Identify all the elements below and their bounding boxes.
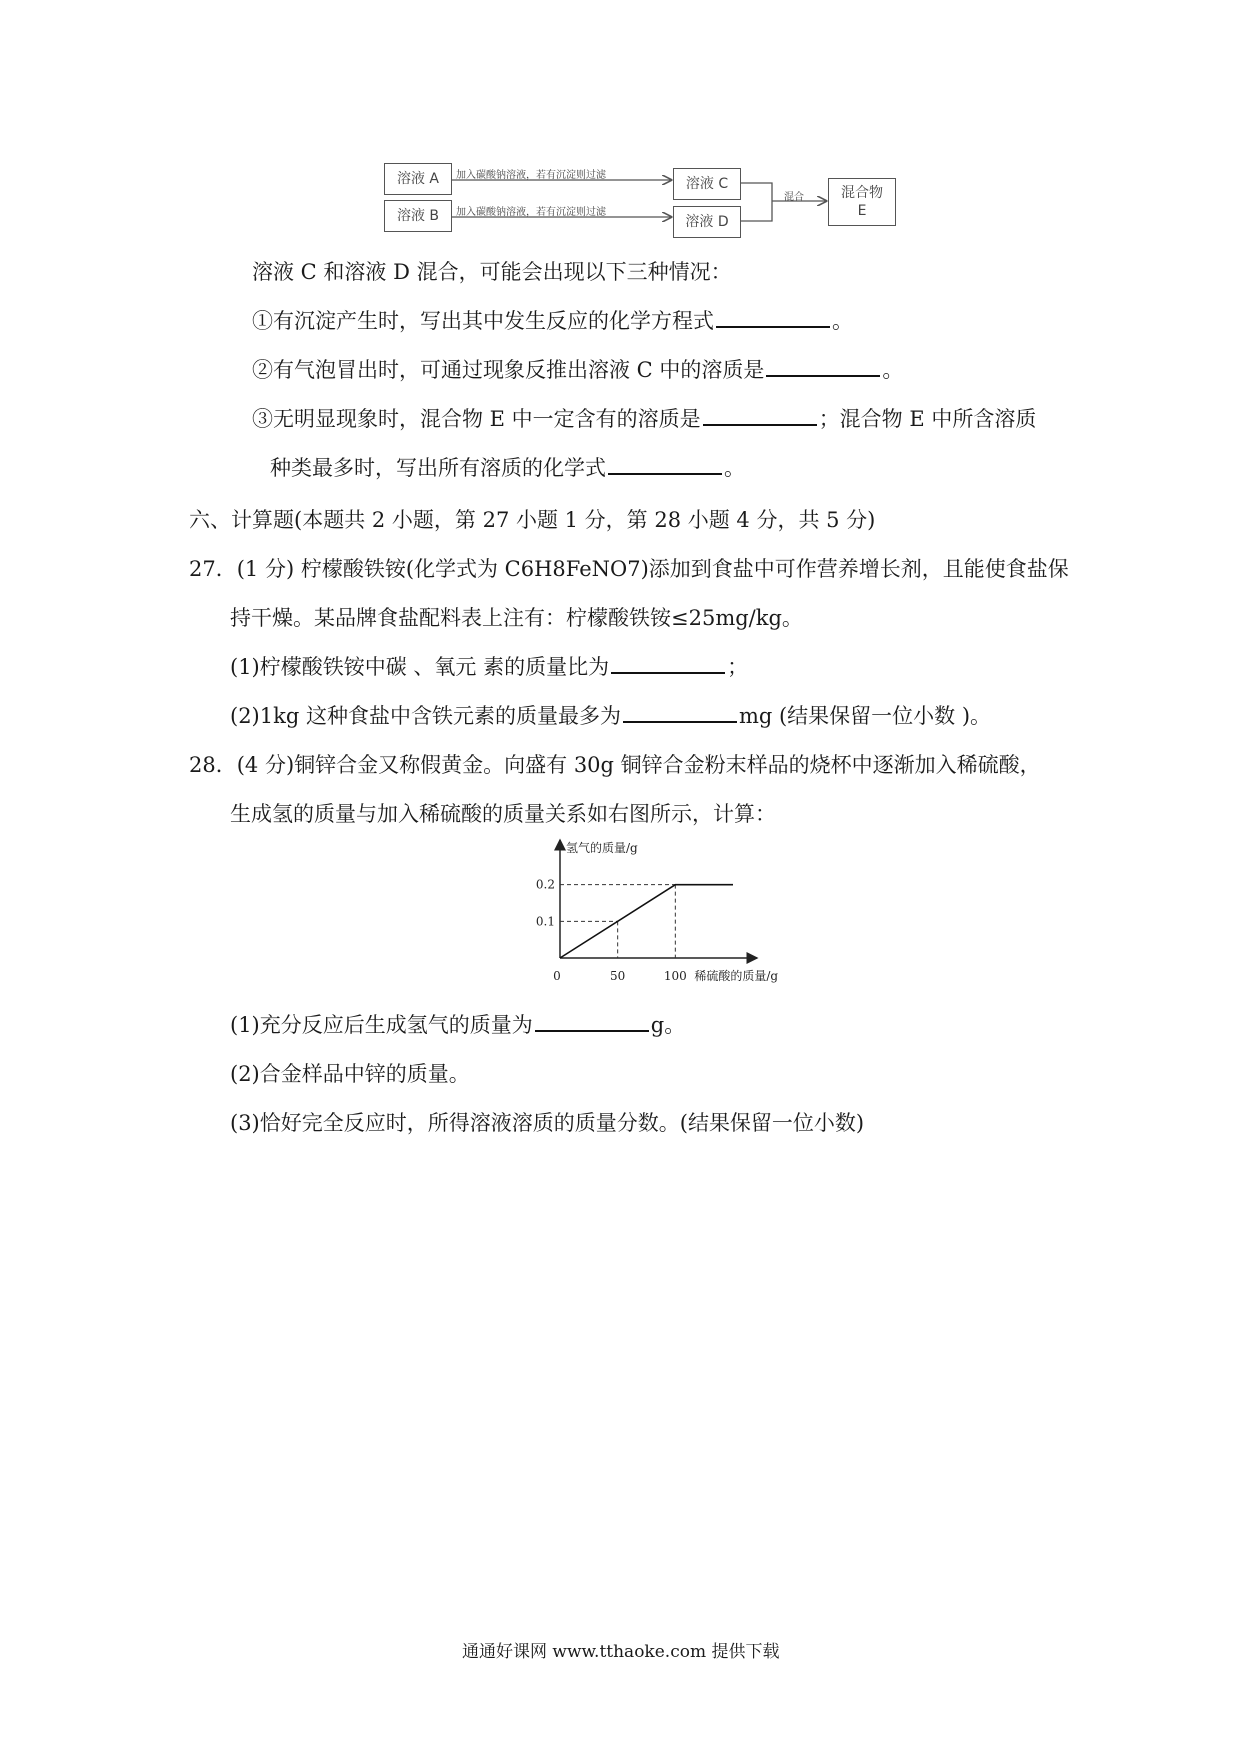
- origin-label: 0: [553, 969, 561, 983]
- section-heading: 六、计算题(本题共 2 小题，第 27 小题 1 分，第 28 小题 4 分，共 5 分): [189, 508, 876, 532]
- footer-source: 通通好课网 www.tthaoke.com 提供下载: [462, 1642, 780, 1662]
- q28-stem-2: 生成氢的质量与加入稀硫酸的质量关系如右图所示，计算：: [230, 802, 776, 826]
- flow-box-d: 溶液 D: [673, 206, 741, 238]
- hydrogen-mass-chart: [525, 838, 785, 998]
- q28-part-2: (2)合金样品中锌的质量。: [230, 1062, 470, 1086]
- q28-stem-1: 28．(4 分)铜锌合金又称假黄金。向盛有 30g 铜锌合金粉末样品的烧杯中逐渐加入稀硫酸，: [189, 753, 1041, 777]
- flow-box-a: 溶液 A: [384, 163, 452, 195]
- answer-blank[interactable]: [703, 406, 817, 426]
- q26-situation-1: ①有沉淀产生时，写出其中发生反应的化学方程式 。: [252, 309, 853, 333]
- answer-blank[interactable]: [535, 1012, 649, 1032]
- q26-situation-2: ②有气泡冒出时，可通过现象反推出溶液 C 中的溶质是 。: [252, 358, 904, 382]
- answer-blank[interactable]: [611, 654, 725, 674]
- q28-part-3: (3)恰好完全反应时，所得溶液溶质的质量分数。(结果保留一位小数): [230, 1111, 865, 1135]
- answer-blank[interactable]: [608, 455, 722, 475]
- series-line: [560, 885, 733, 958]
- answer-blank[interactable]: [766, 357, 880, 377]
- q26-situation-3-cont: 种类最多时，写出所有溶质的化学式 。: [270, 456, 745, 480]
- q26-situation-3: ③无明显现象时，混合物 E 中一定含有的溶质是 ；混合物 E 中所含溶质: [252, 407, 1037, 431]
- flow-box-c: 溶液 C: [673, 168, 741, 200]
- y-tick-label: 0.1: [535, 914, 555, 929]
- x-axis-label: 稀硫酸的质量/g: [694, 969, 779, 983]
- flow-box-e: 混合物 E: [828, 178, 896, 226]
- y-tick-label: 0.2: [535, 877, 555, 892]
- answer-blank[interactable]: [623, 703, 737, 723]
- q27-stem-1: 27．(1 分) 柠檬酸铁铵(化学式为 C6H8FeNO7)添加到食盐中可作营养增长剂，且能使食盐保: [189, 557, 1069, 581]
- flow-arrows: [0, 0, 1240, 260]
- flow-merge-lines: [741, 183, 772, 221]
- q28-part-1: (1)充分反应后生成氢气的质量为 g。: [230, 1013, 686, 1037]
- flow-box-b: 溶液 B: [384, 200, 452, 232]
- answer-blank[interactable]: [716, 308, 830, 328]
- flow-arrow-a-label: 加入碳酸钠溶液，若有沉淀则过滤: [456, 170, 606, 181]
- x-tick-label: 50: [610, 969, 626, 983]
- y-axis-label: 氢气的质量/g: [566, 841, 638, 855]
- flow-mix-label: 混合: [784, 192, 804, 203]
- q26-intro: 溶液 C 和溶液 D 混合，可能会出现以下三种情况：: [252, 260, 732, 284]
- x-tick-label: 100: [663, 969, 687, 983]
- q27-stem-2: 持干燥。某品牌食盐配料表上注有：柠檬酸铁铵≤25mg/kg。: [230, 606, 803, 630]
- q27-part-2: (2)1kg 这种食盐中含铁元素的质量最多为 mg (结果保留一位小数 )。: [230, 704, 992, 728]
- flow-arrow-b-label: 加入碳酸钠溶液，若有沉淀则过滤: [456, 207, 606, 218]
- q27-part-1: (1)柠檬酸铁铵中碳 、氧元 素的质量比为 ；: [230, 655, 749, 679]
